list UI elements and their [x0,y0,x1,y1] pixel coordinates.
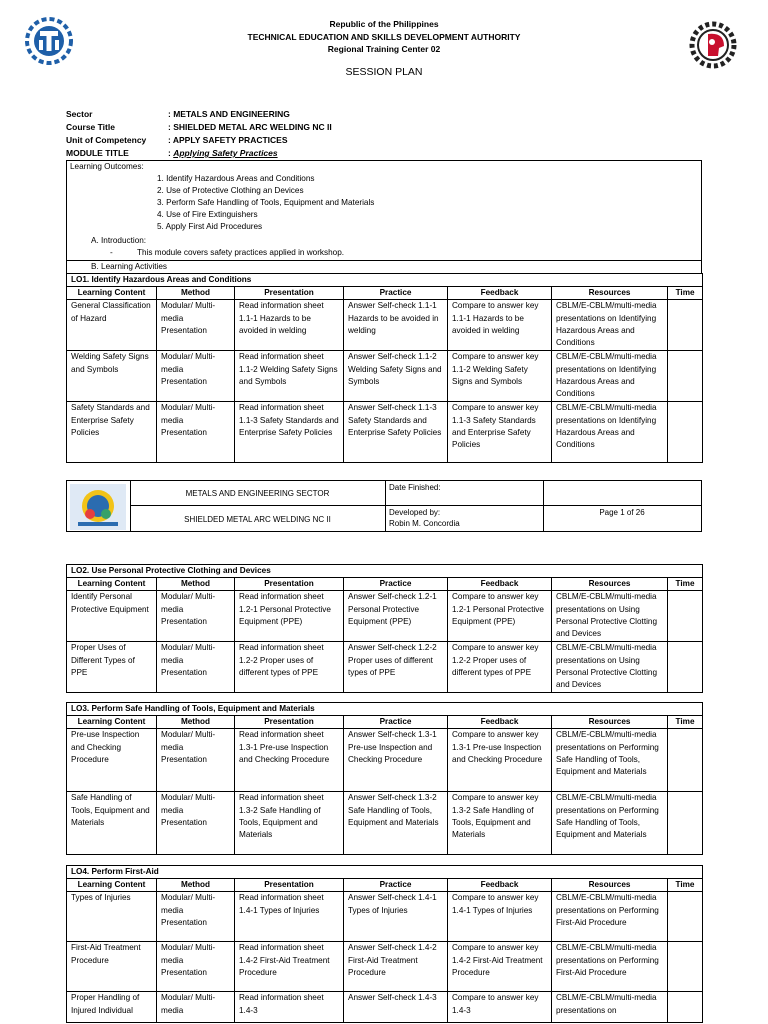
outcome-item: 4. Use of Fire Extinguishers [157,210,258,219]
table-cell [668,300,703,351]
table-row [67,892,703,942]
table-cell: Read information sheet 1.4-3 [235,992,344,1023]
table-cell: Modular/ Multi-media Presentation [157,642,235,693]
table-cell: Identify Personal Protective Equipment [67,591,157,642]
column-header: Time [668,287,703,300]
table-cell: Welding Safety Signs and Symbols [67,351,157,402]
lo-title: LO1. Identify Hazardous Areas and Conditions [67,274,703,287]
table-cell [668,992,703,1023]
outcome-item: 5. Apply First Aid Procedures [157,222,263,231]
table-cell: Read information sheet 1.3-2 Safe Handling of Tools, Equipment and Materials [235,792,344,855]
table-cell: CBLM/E-CBLM/multi-media presentations on Identifying Hazardous Areas and Conditions [552,300,668,351]
column-header: Learning Content [67,287,157,300]
column-header: Method [157,578,235,591]
table-cell: Answer Self-check 1.1-3 Safety Standards and Enterprise Safety Policies [344,402,448,463]
table-cell: Read information sheet 1.1-3 Safety Standards and Enterprise Safety Policies [235,402,344,463]
table-cell: Compare to answer key 1.3-1 Pre-use Inspection and Checking Procedure [448,729,552,792]
column-header: Resources [552,716,668,729]
table-cell [668,351,703,402]
footer-course: SHIELDED METAL ARC WELDING NC II [184,515,331,524]
column-header: Practice [344,287,448,300]
table-cell: CBLM/E-CBLM/multi-media presentations on Performing Safe Handling of Tools, Equipment and Materials [552,792,668,855]
table-cell: Compare to answer key 1.4-1 Types of Injuries [448,892,552,942]
table-cell: Modular/ Multi-media Presentation [157,351,235,402]
table-cell: CBLM/E-CBLM/multi-media presentations on Performing Safe Handling of Tools, Equipment and Materials [552,729,668,792]
column-header: Presentation [235,879,344,892]
table-cell: Read information sheet 1.4-1 Types of Injuries [235,892,344,942]
table-cell: Answer Self-check 1.3-1 Pre-use Inspection and Checking Procedure [344,729,448,792]
table-cell: Modular/ Multi-media Presentation [157,402,235,463]
developer-name: Robin M. Concordia [389,519,460,528]
table-cell: Modular/ Multi-media Presentation [157,300,235,351]
table-cell: Compare to answer key 1.2-1 Personal Protective Equipment (PPE) [448,591,552,642]
column-header-row [67,879,703,892]
column-header: Time [668,578,703,591]
course-meta [66,108,332,160]
column-header-row [67,716,703,729]
table-cell: Answer Self-check 1.2-2 Proper uses of different types of PPE [344,642,448,693]
meta-value: : APPLY SAFETY PRACTICES [168,135,288,145]
column-header: Resources [552,879,668,892]
column-header: Method [157,287,235,300]
column-header: Resources [552,287,668,300]
table-cell: Compare to answer key 1.1-3 Safety Standards and Enterprise Safety Policies [448,402,552,463]
meta-row-unit [66,134,332,147]
header-line-3: Regional Training Center 02 [327,44,441,54]
column-header: Time [668,879,703,892]
column-header: Learning Content [67,716,157,729]
introduction-bullet: - [110,248,113,257]
column-header: Resources [552,578,668,591]
table-cell: CBLM/E-CBLM/multi-media presentations on [552,992,668,1023]
meta-label: Sector [66,109,93,119]
table-cell: Read information sheet 1.4-2 First-Aid Treatment Procedure [235,942,344,992]
meta-value: : [168,148,171,158]
outcomes-heading: Learning Outcomes: [70,162,144,171]
table-cell: Safety Standards and Enterprise Safety Policies [67,402,157,463]
table-cell: Answer Self-check 1.1-1 Hazards to be avoided in welding [344,300,448,351]
column-header: Learning Content [67,879,157,892]
table-cell: Answer Self-check 1.4-3 [344,992,448,1023]
meta-row-module [66,147,332,160]
meta-label: MODULE TITLE [66,148,129,158]
lo-title: LO4. Perform First-Aid [67,866,703,879]
column-header: Method [157,879,235,892]
table-cell: CBLM/E-CBLM/multi-media presentations on Performing First-Aid Procedure [552,942,668,992]
training-center-logo-icon [70,484,126,530]
column-header: Feedback [448,879,552,892]
table-cell: Modular/ Multi-media Presentation [157,792,235,855]
table-cell: Modular/ Multi-media Presentation [157,942,235,992]
date-finished-label: Date Finished: [389,483,441,492]
column-header: Time [668,716,703,729]
table-cell: Modular/ Multi-media Presentation [157,729,235,792]
table-cell: CBLM/E-CBLM/multi-media presentations on Identifying Hazardous Areas and Conditions [552,402,668,463]
outcome-item: 3. Perform Safe Handling of Tools, Equipment and Materials [157,198,375,207]
table-cell: Compare to answer key 1.4-2 First-Aid Treatment Procedure [448,942,552,992]
table-cell: Proper Handling of Injured Individual [67,992,157,1023]
lo-title: LO3. Perform Safe Handling of Tools, Equipment and Materials [67,703,703,716]
table-cell [668,892,703,942]
developed-by-label: Developed by: [389,508,441,517]
table-row [67,591,703,642]
table-cell [668,729,703,792]
table-row [67,351,703,402]
table-cell: Answer Self-check 1.1-2 Welding Safety Signs and Symbols [344,351,448,402]
table-cell: CBLM/E-CBLM/multi-media presentations on Performing First-Aid Procedure [552,892,668,942]
table-cell: Compare to answer key 1.3-2 Safe Handling of Tools, Equipment and Materials [448,792,552,855]
table-cell: Proper Uses of Different Types of PPE [67,642,157,693]
column-header: Method [157,716,235,729]
column-header: Practice [344,716,448,729]
column-header: Feedback [448,287,552,300]
meta-label: Course Title [66,122,115,132]
table-cell: Answer Self-check 1.4-2 First-Aid Treatment Procedure [344,942,448,992]
module-title-value: Applying Safety Practices [173,148,278,158]
header-line-1: Republic of the Philippines [329,19,439,29]
column-header: Practice [344,578,448,591]
table-cell: General Classification of Hazard [67,300,157,351]
table-cell: Read information sheet 1.1-1 Hazards to be avoided in welding [235,300,344,351]
table-cell: Compare to answer key 1.1-2 Welding Safety Signs and Symbols [448,351,552,402]
table-row [67,300,703,351]
table-cell: Answer Self-check 1.3-2 Safe Handling of Tools, Equipment and Materials [344,792,448,855]
lo-table [66,865,703,1023]
outcome-item: 1. Identify Hazardous Areas and Conditions [157,174,315,183]
introduction-text: This module covers safety practices applied in workshop. [137,248,345,257]
column-header: Feedback [448,578,552,591]
table-cell [668,591,703,642]
table-row [67,992,703,1023]
lo-table [66,273,703,463]
table-cell: Compare to answer key 1.1-1 Hazards to be avoided in welding [448,300,552,351]
column-header-row [67,287,703,300]
table-cell [668,402,703,463]
column-header-row [67,578,703,591]
table-cell: CBLM/E-CBLM/multi-media presentations on Identifying Hazardous Areas and Conditions [552,351,668,402]
table-row [67,792,703,855]
table-cell: Read information sheet 1.1-2 Welding Safety Signs and Symbols [235,351,344,402]
table-cell [668,942,703,992]
column-header: Learning Content [67,578,157,591]
table-cell: Read information sheet 1.2-2 Proper uses of different types of PPE [235,642,344,693]
lo-table [66,564,703,693]
document-title: SESSION PLAN [345,65,423,78]
column-header: Practice [344,879,448,892]
table-row [67,642,703,693]
introduction-heading: A. Introduction: [91,236,147,245]
table-cell: Answer Self-check 1.4-1 Types of Injuries [344,892,448,942]
column-header: Feedback [448,716,552,729]
table-cell: Types of Injuries [67,892,157,942]
table-cell: Compare to answer key 1.2-2 Proper uses of different types of PPE [448,642,552,693]
table-row [67,729,703,792]
header-line-2: TECHNICAL EDUCATION AND SKILLS DEVELOPMENT AUTHORITY [247,31,521,42]
page-number: Page 1 of 26 [599,508,645,517]
outcome-item: 2. Use of Protective Clothing an Devices [157,186,304,195]
table-cell: First-Aid Treatment Procedure [67,942,157,992]
learning-activities-heading: B. Learning Activities [91,262,168,271]
page-footer [66,480,702,532]
column-header: Presentation [235,287,344,300]
table-cell: Modular/ Multi-media Presentation [157,591,235,642]
lo-title: LO2. Use Personal Protective Clothing and Devices [67,565,703,578]
table-cell: CBLM/E-CBLM/multi-media presentations on Using Personal Protective Clotting and Devices [552,591,668,642]
table-row [67,942,703,992]
meta-row-sector [66,108,332,121]
table-cell: Read information sheet 1.3-1 Pre-use Inspection and Checking Procedure [235,729,344,792]
meta-value: : METALS AND ENGINEERING [168,109,290,119]
meta-value: : SHIELDED METAL ARC WELDING NC II [168,122,332,132]
column-header: Presentation [235,716,344,729]
table-cell: Pre-use Inspection and Checking Procedure [67,729,157,792]
column-header: Presentation [235,578,344,591]
table-cell: Read information sheet 1.2-1 Personal Protective Equipment (PPE) [235,591,344,642]
table-cell: Compare to answer key 1.4-3 [448,992,552,1023]
meta-row-course [66,121,332,134]
table-cell [668,792,703,855]
document-header [0,18,768,78]
table-cell: CBLM/E-CBLM/multi-media presentations on Using Personal Protective Clotting and Devices [552,642,668,693]
table-row [67,402,703,463]
table-cell: Modular/ Multi-media [157,992,235,1023]
table-cell: Modular/ Multi-media Presentation [157,892,235,942]
meta-label: Unit of Competency [66,135,147,145]
table-cell: Safe Handling of Tools, Equipment and Materials [67,792,157,855]
table-cell: Answer Self-check 1.2-1 Personal Protective Equipment (PPE) [344,591,448,642]
footer-sector: METALS AND ENGINEERING SECTOR [185,489,330,498]
table-cell [668,642,703,693]
lo-table [66,702,703,855]
